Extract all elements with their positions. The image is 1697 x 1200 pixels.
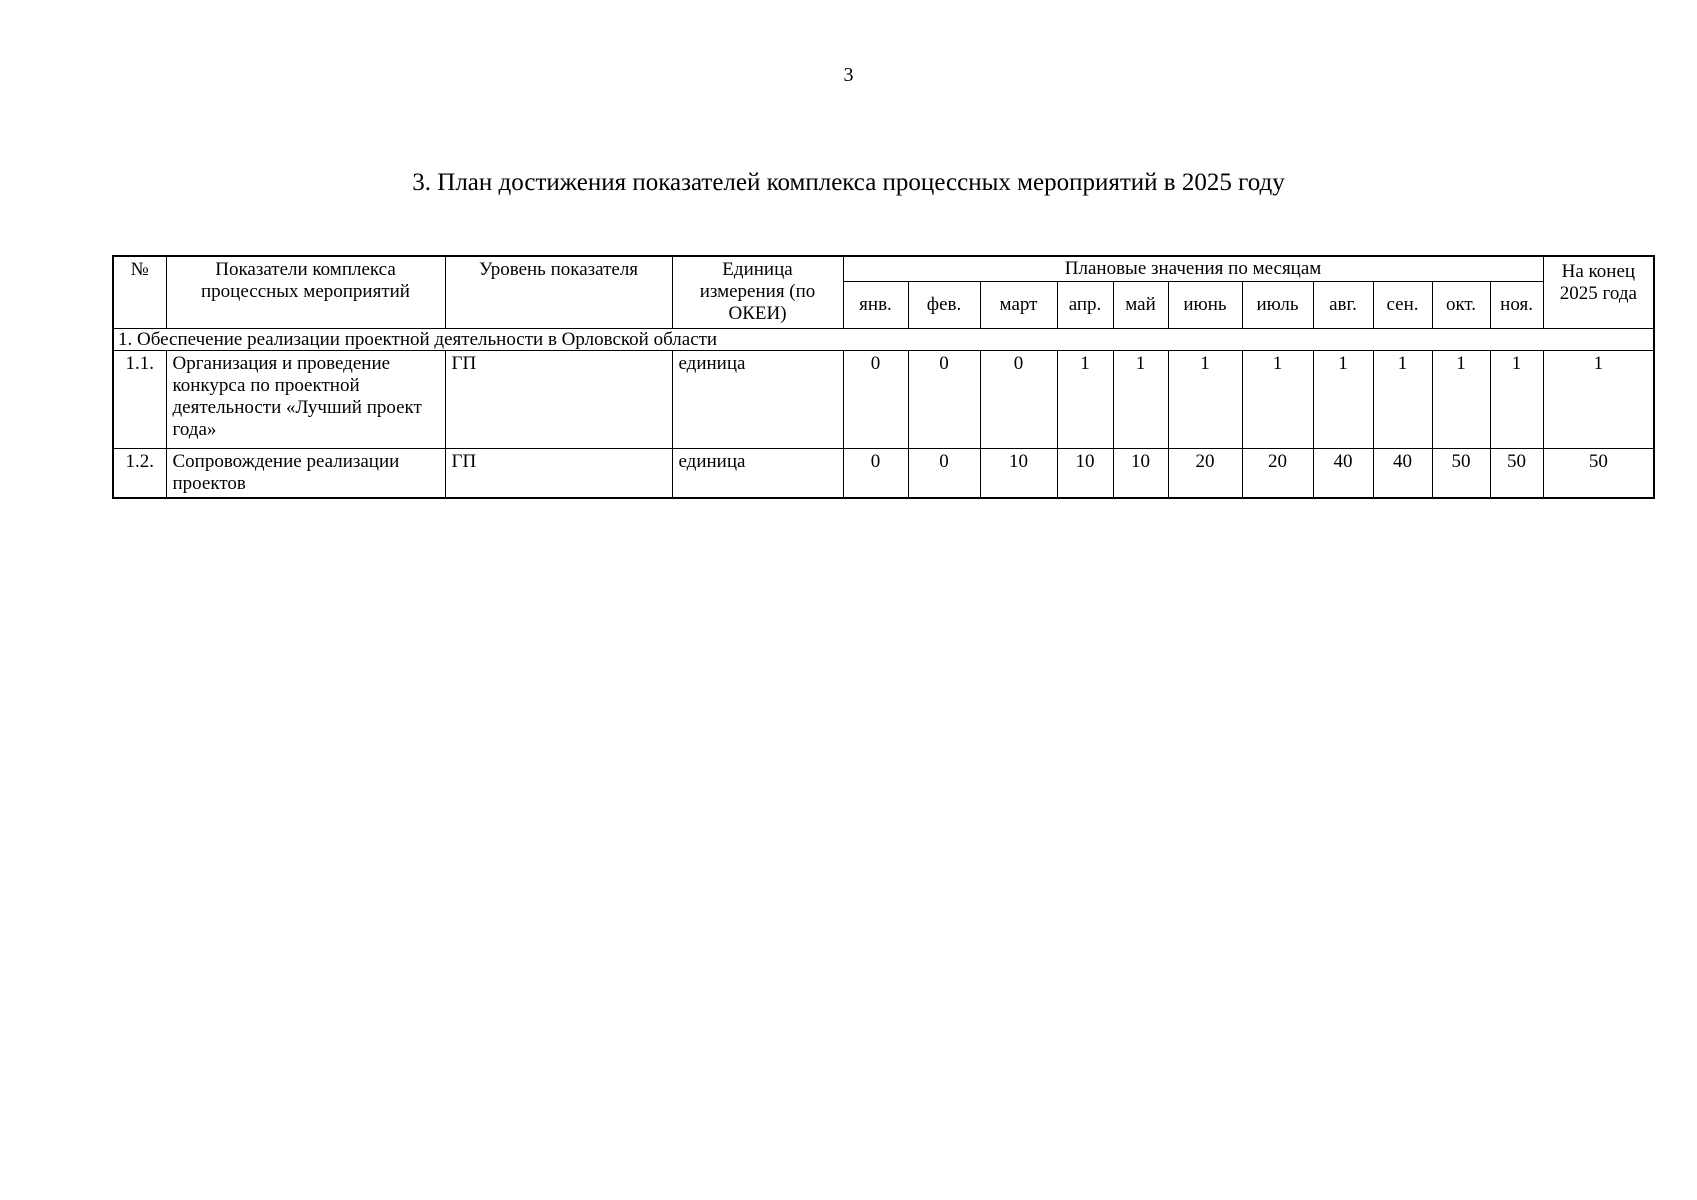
col-header-indicator: Показатели комплекса процессных мероприятий (166, 256, 445, 328)
cell-value-sep: 40 (1373, 448, 1432, 498)
month-header-apr: апр. (1057, 281, 1113, 328)
cell-value-aug: 1 (1313, 350, 1373, 448)
cell-level: ГП (445, 448, 672, 498)
cell-value-jan: 0 (843, 448, 908, 498)
table-row (113, 448, 1654, 498)
cell-level: ГП (445, 350, 672, 448)
col-header-year-end: На конец 2025 года (1543, 256, 1654, 328)
col-header-monthly-values: Плановые значения по месяцам (843, 256, 1543, 281)
table-header-row-top (113, 256, 1654, 281)
plan-table (112, 255, 1655, 499)
cell-value-may: 1 (1113, 350, 1168, 448)
cell-value-may: 10 (1113, 448, 1168, 498)
cell-year-end: 1 (1543, 350, 1654, 448)
col-header-unit: Единица измерения (по ОКЕИ) (672, 256, 843, 328)
cell-value-jun: 20 (1168, 448, 1242, 498)
cell-value-jul: 20 (1242, 448, 1313, 498)
cell-value-feb: 0 (908, 350, 980, 448)
cell-value-jun: 1 (1168, 350, 1242, 448)
month-header-jan: янв. (843, 281, 908, 328)
cell-value-nov: 1 (1490, 350, 1543, 448)
cell-unit: единица (672, 448, 843, 498)
cell-value-oct: 1 (1432, 350, 1490, 448)
month-header-oct: окт. (1432, 281, 1490, 328)
cell-value-apr: 1 (1057, 350, 1113, 448)
col-header-num: № (113, 256, 166, 328)
table-row (113, 350, 1654, 448)
cell-indicator: Сопровождение реализации проектов (166, 448, 445, 498)
month-header-jun: июнь (1168, 281, 1242, 328)
cell-value-sep: 1 (1373, 350, 1432, 448)
cell-value-jan: 0 (843, 350, 908, 448)
month-header-mar: март (980, 281, 1057, 328)
section-title: 1. Обеспечение реализации проектной деятельности в Орловской области (113, 328, 1654, 350)
cell-value-mar: 0 (980, 350, 1057, 448)
section-row (113, 328, 1654, 350)
cell-unit: единица (672, 350, 843, 448)
cell-value-mar: 10 (980, 448, 1057, 498)
cell-value-nov: 50 (1490, 448, 1543, 498)
month-header-may: май (1113, 281, 1168, 328)
cell-num: 1.2. (113, 448, 166, 498)
cell-indicator: Организация и проведение конкурса по проектной деятельности «Лучший проект года» (166, 350, 445, 448)
cell-value-oct: 50 (1432, 448, 1490, 498)
cell-year-end: 50 (1543, 448, 1654, 498)
month-header-nov: ноя. (1490, 281, 1543, 328)
cell-value-apr: 10 (1057, 448, 1113, 498)
document-title: 3. План достижения показателей комплекса процессных мероприятий в 2025 году (412, 169, 1285, 196)
month-header-feb: фев. (908, 281, 980, 328)
month-header-sep: сен. (1373, 281, 1432, 328)
cell-value-jul: 1 (1242, 350, 1313, 448)
cell-num: 1.1. (113, 350, 166, 448)
cell-value-aug: 40 (1313, 448, 1373, 498)
cell-value-feb: 0 (908, 448, 980, 498)
month-header-jul: июль (1242, 281, 1313, 328)
page-number: 3 (843, 64, 854, 86)
col-header-level: Уровень показателя (445, 256, 672, 328)
month-header-aug: авг. (1313, 281, 1373, 328)
